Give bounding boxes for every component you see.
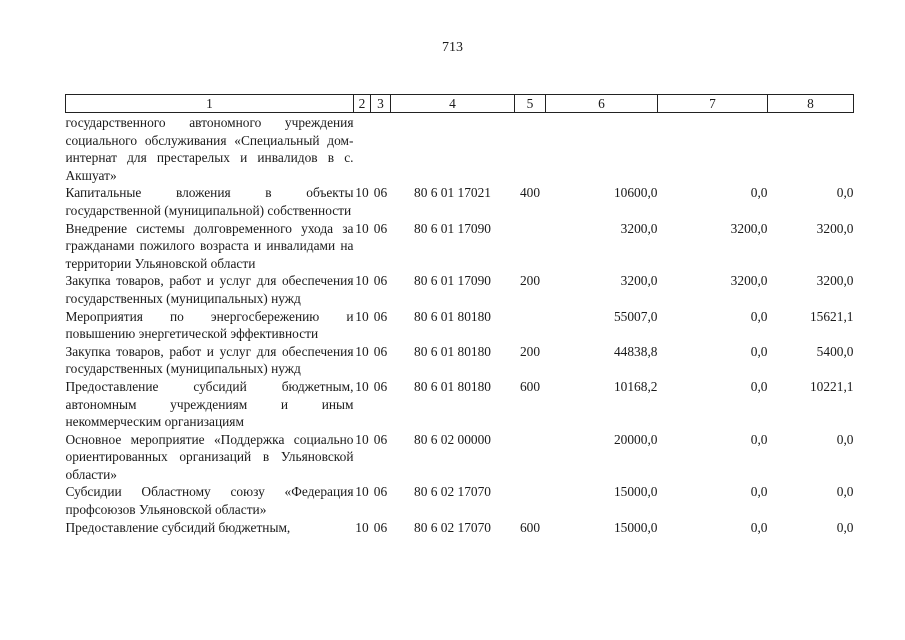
cell-c3: 06 bbox=[373, 220, 388, 236]
cell-c8: 5400,0 bbox=[816, 343, 854, 359]
row-name: Предоставление субсидий бюджетным, bbox=[65, 519, 291, 535]
cell-c2: 10 bbox=[355, 378, 369, 394]
cell-c5: 600 bbox=[519, 519, 541, 535]
cell-c4: 80 6 02 17070 bbox=[414, 519, 491, 535]
table-row bbox=[66, 272, 854, 307]
column-header: 1 bbox=[66, 95, 354, 113]
row-name: Основное мероприятие «Поддержка социально ориентированных организаций в Ульяновской области» bbox=[65, 431, 354, 482]
table-row bbox=[66, 343, 854, 378]
cell-c7: 0,0 bbox=[750, 378, 768, 394]
cell-c6: 10600,0 bbox=[613, 185, 658, 201]
cell-c7: 0,0 bbox=[750, 484, 768, 500]
cell-c4: 80 6 01 80180 bbox=[414, 308, 491, 324]
cell-c7 bbox=[658, 113, 768, 185]
cell-c7: 0,0 bbox=[750, 185, 768, 201]
cell-c6: 3200,0 bbox=[620, 220, 658, 236]
column-header: 4 bbox=[391, 95, 515, 113]
table-header-row bbox=[66, 95, 854, 113]
cell-c2: 10 bbox=[355, 185, 369, 201]
cell-c6: 20000,0 bbox=[613, 431, 658, 447]
cell-c8: 0,0 bbox=[836, 519, 854, 535]
column-header: 3 bbox=[371, 95, 391, 113]
cell-c3: 06 bbox=[373, 431, 388, 447]
cell-c2: 10 bbox=[355, 343, 369, 359]
cell-c3: 06 bbox=[373, 519, 388, 535]
table-row bbox=[66, 184, 854, 219]
column-header: 8 bbox=[768, 95, 854, 113]
table-row bbox=[66, 113, 854, 185]
budget-table bbox=[65, 94, 854, 536]
cell-c2: 10 bbox=[355, 273, 369, 289]
column-header: 5 bbox=[515, 95, 546, 113]
row-name: государственного автономного учреждения социального обслуживания «Специальный дом-интернат для престарелых и инвалидов в с. Акшуат» bbox=[65, 115, 354, 183]
cell-c3: 06 bbox=[373, 484, 388, 500]
cell-c7: 0,0 bbox=[750, 519, 768, 535]
column-header: 6 bbox=[546, 95, 658, 113]
cell-c4: 80 6 02 00000 bbox=[414, 431, 491, 447]
row-name: Капитальные вложения в объекты государственной (муниципальной) собственности bbox=[65, 185, 354, 218]
cell-c3: 06 bbox=[373, 308, 388, 324]
cell-c5 bbox=[515, 483, 546, 518]
cell-c6: 10168,2 bbox=[613, 378, 658, 394]
cell-c5 bbox=[515, 220, 546, 273]
cell-c4: 80 6 01 80180 bbox=[414, 378, 491, 394]
cell-c8: 15621,1 bbox=[809, 308, 854, 324]
cell-c3: 06 bbox=[373, 185, 388, 201]
cell-c3 bbox=[371, 113, 391, 185]
cell-c2: 10 bbox=[355, 431, 369, 447]
row-name: Предоставление субсидий бюджетным, автономным учреждениям и иным некоммерческим организациям bbox=[65, 378, 354, 430]
cell-c4: 80 6 01 17021 bbox=[414, 185, 491, 201]
cell-c6: 44838,8 bbox=[613, 343, 658, 359]
cell-c2: 10 bbox=[355, 220, 369, 236]
page-number: 713 bbox=[442, 40, 463, 55]
cell-c5 bbox=[515, 113, 546, 185]
cell-c2: 10 bbox=[355, 484, 369, 500]
cell-c7: 0,0 bbox=[750, 308, 768, 324]
table-row bbox=[66, 519, 854, 537]
cell-c5: 200 bbox=[519, 273, 541, 289]
cell-c4: 80 6 01 17090 bbox=[414, 220, 491, 236]
cell-c7: 3200,0 bbox=[730, 220, 768, 236]
cell-c6: 15000,0 bbox=[613, 519, 658, 535]
cell-c8: 0,0 bbox=[836, 185, 854, 201]
cell-c5: 600 bbox=[519, 378, 541, 394]
cell-c3: 06 bbox=[373, 343, 388, 359]
cell-c4: 80 6 01 80180 bbox=[414, 343, 491, 359]
cell-c4 bbox=[391, 113, 515, 185]
cell-c6: 15000,0 bbox=[613, 484, 658, 500]
cell-c6: 3200,0 bbox=[620, 273, 658, 289]
cell-c2: 10 bbox=[355, 519, 369, 535]
row-name: Субсидии Областному союзу «Федерация профсоюзов Ульяновской области» bbox=[65, 484, 354, 518]
table-row bbox=[66, 378, 854, 431]
cell-c6: 55007,0 bbox=[613, 308, 658, 324]
table-row bbox=[66, 431, 854, 484]
cell-c3: 06 bbox=[373, 273, 388, 289]
cell-c8: 3200,0 bbox=[816, 220, 854, 236]
cell-c5 bbox=[515, 431, 546, 484]
cell-c2 bbox=[354, 113, 371, 185]
cell-c7: 0,0 bbox=[750, 343, 768, 359]
row-name: Закупка товаров, работ и услуг для обеспечения государственных (муниципальных) нужд bbox=[65, 273, 354, 306]
cell-c8: 10221,1 bbox=[809, 378, 854, 394]
row-name: Мероприятия по энергосбережению и повышению энергетической эффективности bbox=[65, 308, 354, 342]
cell-c2: 10 bbox=[355, 308, 369, 324]
table-row bbox=[66, 483, 854, 518]
table-row bbox=[66, 220, 854, 273]
cell-c6 bbox=[546, 113, 658, 185]
cell-c8: 0,0 bbox=[836, 431, 854, 447]
cell-c7: 3200,0 bbox=[730, 273, 768, 289]
cell-c4: 80 6 02 17070 bbox=[414, 484, 491, 500]
cell-c5: 200 bbox=[519, 343, 541, 359]
row-name: Закупка товаров, работ и услуг для обеспечения государственных (муниципальных) нужд bbox=[65, 343, 354, 377]
cell-c7: 0,0 bbox=[750, 431, 768, 447]
column-header: 2 bbox=[354, 95, 371, 113]
cell-c3: 06 bbox=[373, 378, 388, 394]
cell-c5: 400 bbox=[519, 185, 541, 201]
row-name: Внедрение системы долговременного ухода за гражданами пожилого возраста и инвалидами на территории Ульяновской области bbox=[65, 220, 354, 271]
cell-c8: 3200,0 bbox=[816, 273, 854, 289]
cell-c8: 0,0 bbox=[836, 484, 854, 500]
column-header: 7 bbox=[658, 95, 768, 113]
cell-c5 bbox=[515, 308, 546, 343]
table-row bbox=[66, 308, 854, 343]
cell-c8 bbox=[768, 113, 854, 185]
cell-c4: 80 6 01 17090 bbox=[414, 273, 491, 289]
